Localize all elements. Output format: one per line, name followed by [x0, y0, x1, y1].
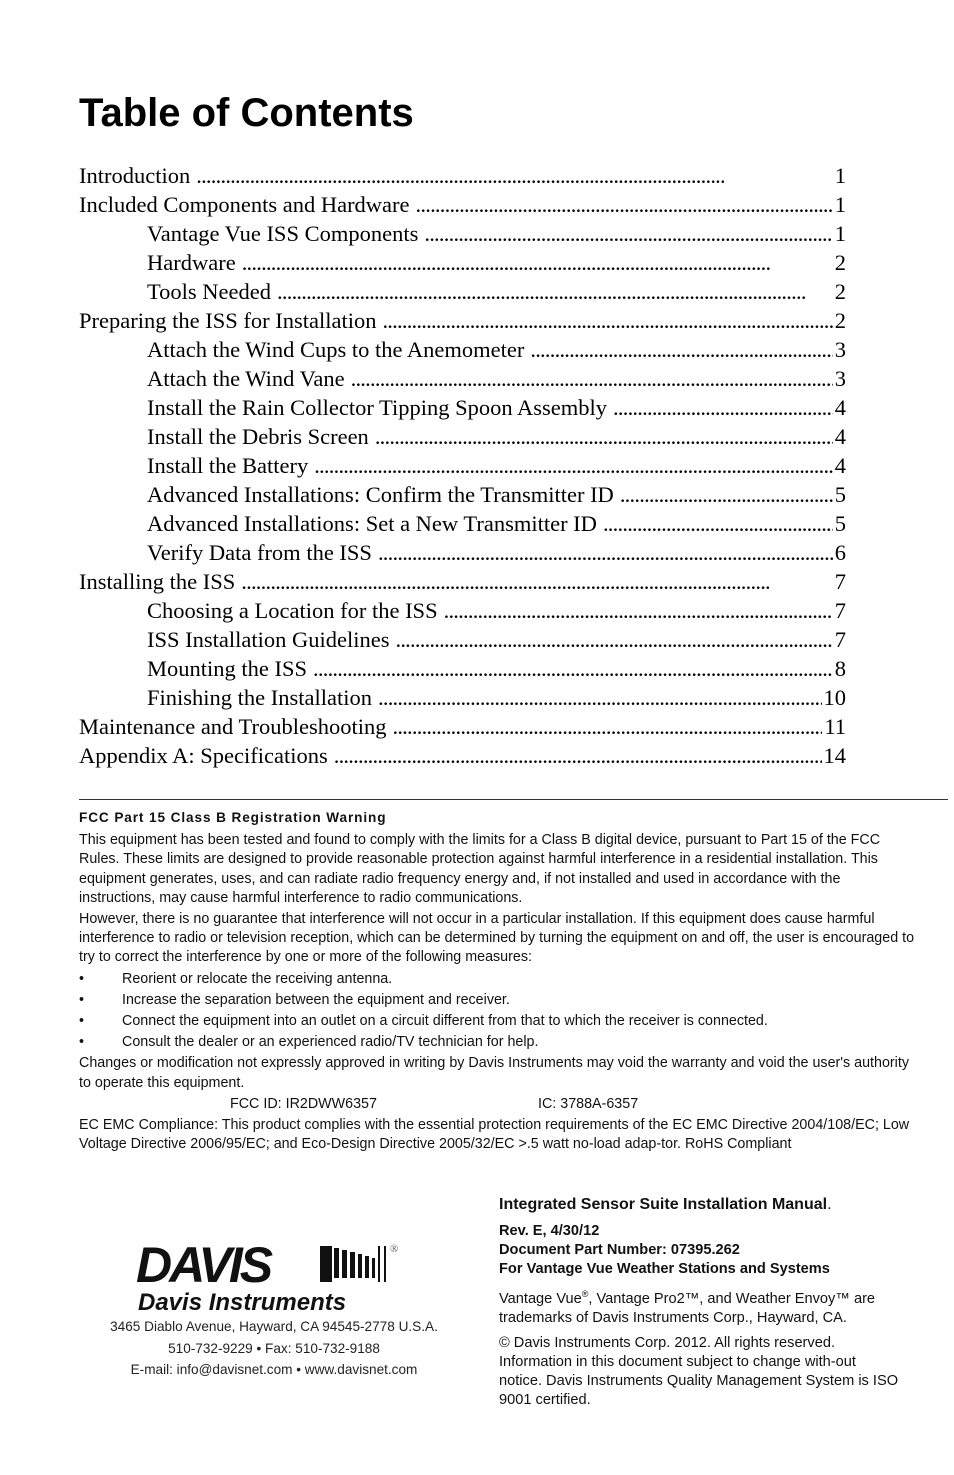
toc-entry [79, 538, 846, 567]
toc-leader [620, 480, 833, 509]
toc-entry [79, 190, 846, 219]
table-of-contents [79, 161, 846, 770]
toc-entry [79, 335, 846, 364]
toc-leader [334, 741, 822, 770]
ec-compliance: EC EMC Compliance: This product complies with the essential protection requirements of the EC EMC Directive 2004/108/EC; Low Voltage Directive 2006/95/EC; and Eco-Design Directive 2005/32/EC >.5 watt no-load adap-tor. RoHS Compliant [79, 1117, 910, 1153]
toc-entry-page: 6 [834, 540, 846, 565]
logo-subtitle: Davis Instruments [138, 1289, 347, 1316]
list-item: • Increase the separation between the equipment and receiver. [79, 991, 917, 1010]
toc-leader [424, 219, 832, 248]
toc-entry-page: 11 [824, 714, 846, 739]
fcc-measures-list [79, 970, 917, 1053]
toc-leader [313, 654, 833, 683]
toc-leader [416, 190, 833, 219]
toc-leader [444, 596, 833, 625]
toc-entry-label: Maintenance and Troubleshooting [79, 714, 387, 739]
toc-leader [277, 277, 833, 306]
toc-entry-page: 4 [834, 395, 846, 420]
copyright-notice: © Davis Instruments Corp. 2012. All rights reserved. [499, 1335, 836, 1351]
toc-entry-page: 2 [834, 250, 846, 275]
toc-leader [375, 422, 833, 451]
toc-leader [378, 538, 833, 567]
logo-bars-icon [320, 1246, 386, 1282]
toc-entry [79, 683, 846, 712]
toc-entry-page: 4 [834, 424, 846, 449]
logo-word: DAVIS [136, 1238, 271, 1293]
list-item: • Consult the dealer or an experienced radio/TV technician for help. [79, 1033, 917, 1052]
toc-entry [79, 277, 846, 306]
toc-entry-label: Install the Debris Screen [147, 424, 369, 449]
toc-entry [79, 741, 846, 770]
toc-entry-page: 8 [834, 656, 846, 681]
toc-leader [196, 161, 833, 190]
toc-entry [79, 596, 846, 625]
bullet-icon: • [79, 1034, 85, 1051]
company-block [79, 1238, 469, 1381]
toc-entry-page: 7 [834, 569, 846, 594]
toc-leader [242, 248, 833, 277]
toc-entry [79, 393, 846, 422]
toc-entry-label: Verify Data from the ISS [147, 540, 372, 565]
section-divider [79, 799, 948, 800]
toc-entry [79, 654, 846, 683]
toc-entry-label: Attach the Wind Vane [147, 366, 345, 391]
toc-entry-label: Attach the Wind Cups to the Anemometer [147, 337, 525, 362]
toc-entry-label: Advanced Installations: Set a New Transmitter ID [147, 511, 597, 536]
toc-entry-page: 2 [834, 308, 846, 333]
toc-entry-label: Included Components and Hardware [79, 192, 410, 217]
toc-entry-label: Installing the ISS [79, 569, 236, 594]
bullet-icon: • [79, 991, 85, 1008]
toc-leader [378, 683, 822, 712]
toc-entry-page: 4 [834, 453, 846, 478]
toc-entry-label: Install the Battery [147, 453, 309, 478]
toc-entry-page: 5 [834, 511, 846, 536]
toc-leader [530, 335, 832, 364]
toc-entry-label: Introduction [79, 163, 191, 188]
toc-entry-label: Hardware [147, 250, 236, 275]
toc-leader [241, 567, 833, 596]
toc-entry-page: 1 [834, 163, 846, 188]
toc-entry-page: 3 [834, 337, 846, 362]
manual-info [499, 1195, 899, 1410]
toc-leader [314, 451, 833, 480]
toc-leader [603, 509, 833, 538]
list-item: • Connect the equipment into an outlet on a circuit different from that to which the receiver is connected. [79, 1012, 917, 1031]
toc-entry-page: 3 [834, 366, 846, 391]
toc-entry-page: 10 [823, 685, 846, 710]
toc-entry [79, 422, 846, 451]
toc-entry-page: 1 [834, 192, 846, 217]
toc-entry [79, 480, 846, 509]
toc-entry-page: 7 [834, 598, 846, 623]
toc-leader [382, 306, 832, 335]
toc-entry-page: 7 [834, 627, 846, 652]
trademark-notice: Vantage Vue®, Vantage Pro2™, and Weather Envoy™ are trademarks of Davis Instruments Corp., Hayward, CA. [499, 1289, 876, 1326]
bullet-icon: • [79, 1013, 85, 1030]
toc-entry [79, 712, 846, 741]
toc-entry-page: 14 [823, 743, 846, 768]
manual-for: For Vantage Vue Weather Stations and Systems [499, 1261, 830, 1277]
toc-leader [613, 393, 833, 422]
company-address: 3465 Diablo Avenue, Hayward, CA 94545-2778 U.S.A. [110, 1319, 438, 1334]
toc-entry-label: Preparing the ISS for Installation [79, 308, 377, 333]
toc-leader [392, 712, 822, 741]
toc-entry-page: 2 [834, 279, 846, 304]
toc-entry [79, 306, 846, 335]
manual-part-number: Document Part Number: 07395.262 [499, 1242, 740, 1258]
davis-logo [134, 1238, 414, 1316]
fcc-warning [79, 808, 917, 1156]
toc-leader [395, 625, 832, 654]
toc-entry-page: 1 [834, 221, 846, 246]
fcc-heading: FCC Part 15 Class B Registration Warning [79, 810, 387, 825]
toc-entry [79, 451, 846, 480]
bullet-icon: • [79, 970, 85, 987]
toc-entry [79, 219, 846, 248]
toc-entry [79, 625, 846, 654]
toc-entry-label: Finishing the Installation [147, 685, 372, 710]
toc-entry-label: Appendix A: Specifications [79, 743, 328, 768]
toc-entry-label: ISS Installation Guidelines [147, 627, 390, 652]
registered-mark: ® [390, 1243, 399, 1255]
toc-entry-label: Mounting the ISS [147, 656, 308, 681]
toc-entry [79, 161, 846, 190]
regulatory-ids [79, 1095, 917, 1114]
toc-entry-label: Choosing a Location for the ISS [147, 598, 438, 623]
fcc-paragraph-2: However, there is no guarantee that interference will not occur in a particular installation. If this equipment does cause harmful interference to radio or television reception, which can be determined by turning the equipment on and off, the user is encouraged to try to correct the interference by one or more of the following measures: [79, 911, 915, 966]
fcc-paragraph-1: This equipment has been tested and found to comply with the limits for a Class B digital device, pursuant to Part 15 of the FCC Rules. These limits are designed to provide reasonable protection against harmful interference in a residential installation. This equipment generates, uses, and can radiate radio frequency energy and, if not installed and used in accordance with the instructions, may cause harmful interference to radio communications. [79, 832, 881, 906]
toc-leader [351, 364, 833, 393]
fcc-paragraph-3: Changes or modification not expressly approved in writing by Davis Instruments may void the warranty and void the user's authority to operate this equipment. [79, 1055, 909, 1091]
company-contact: E-mail: info@davisnet.com • www.davisnet.com [130, 1362, 418, 1377]
toc-entry [79, 509, 846, 538]
toc-entry-page: 5 [834, 482, 846, 507]
change-notice: Information in this document subject to change with-out notice. Davis Instruments Quality Management System is ISO 9001 certified. [499, 1354, 899, 1408]
toc-entry-label: Tools Needed [147, 279, 272, 304]
toc-entry [79, 567, 846, 596]
ic-id: IC: 3788A-6357 [538, 1095, 639, 1112]
toc-entry-label: Install the Rain Collector Tipping Spoon Assembly [147, 395, 608, 420]
manual-revision: Rev. E, 4/30/12 [499, 1223, 600, 1239]
page-title: Table of Contents [79, 91, 414, 135]
manual-title: Integrated Sensor Suite Installation Manual. [499, 1196, 832, 1213]
company-phone: 510-732-9229 • Fax: 510-732-9188 [168, 1340, 380, 1356]
toc-entry-label: Advanced Installations: Confirm the Transmitter ID [147, 482, 614, 507]
fcc-id: FCC ID: IR2DWW6357 [230, 1095, 377, 1112]
toc-entry-label: Vantage Vue ISS Components [147, 221, 419, 246]
list-item: • Reorient or relocate the receiving antenna. [79, 970, 917, 989]
toc-entry [79, 248, 846, 277]
toc-entry [79, 364, 846, 393]
